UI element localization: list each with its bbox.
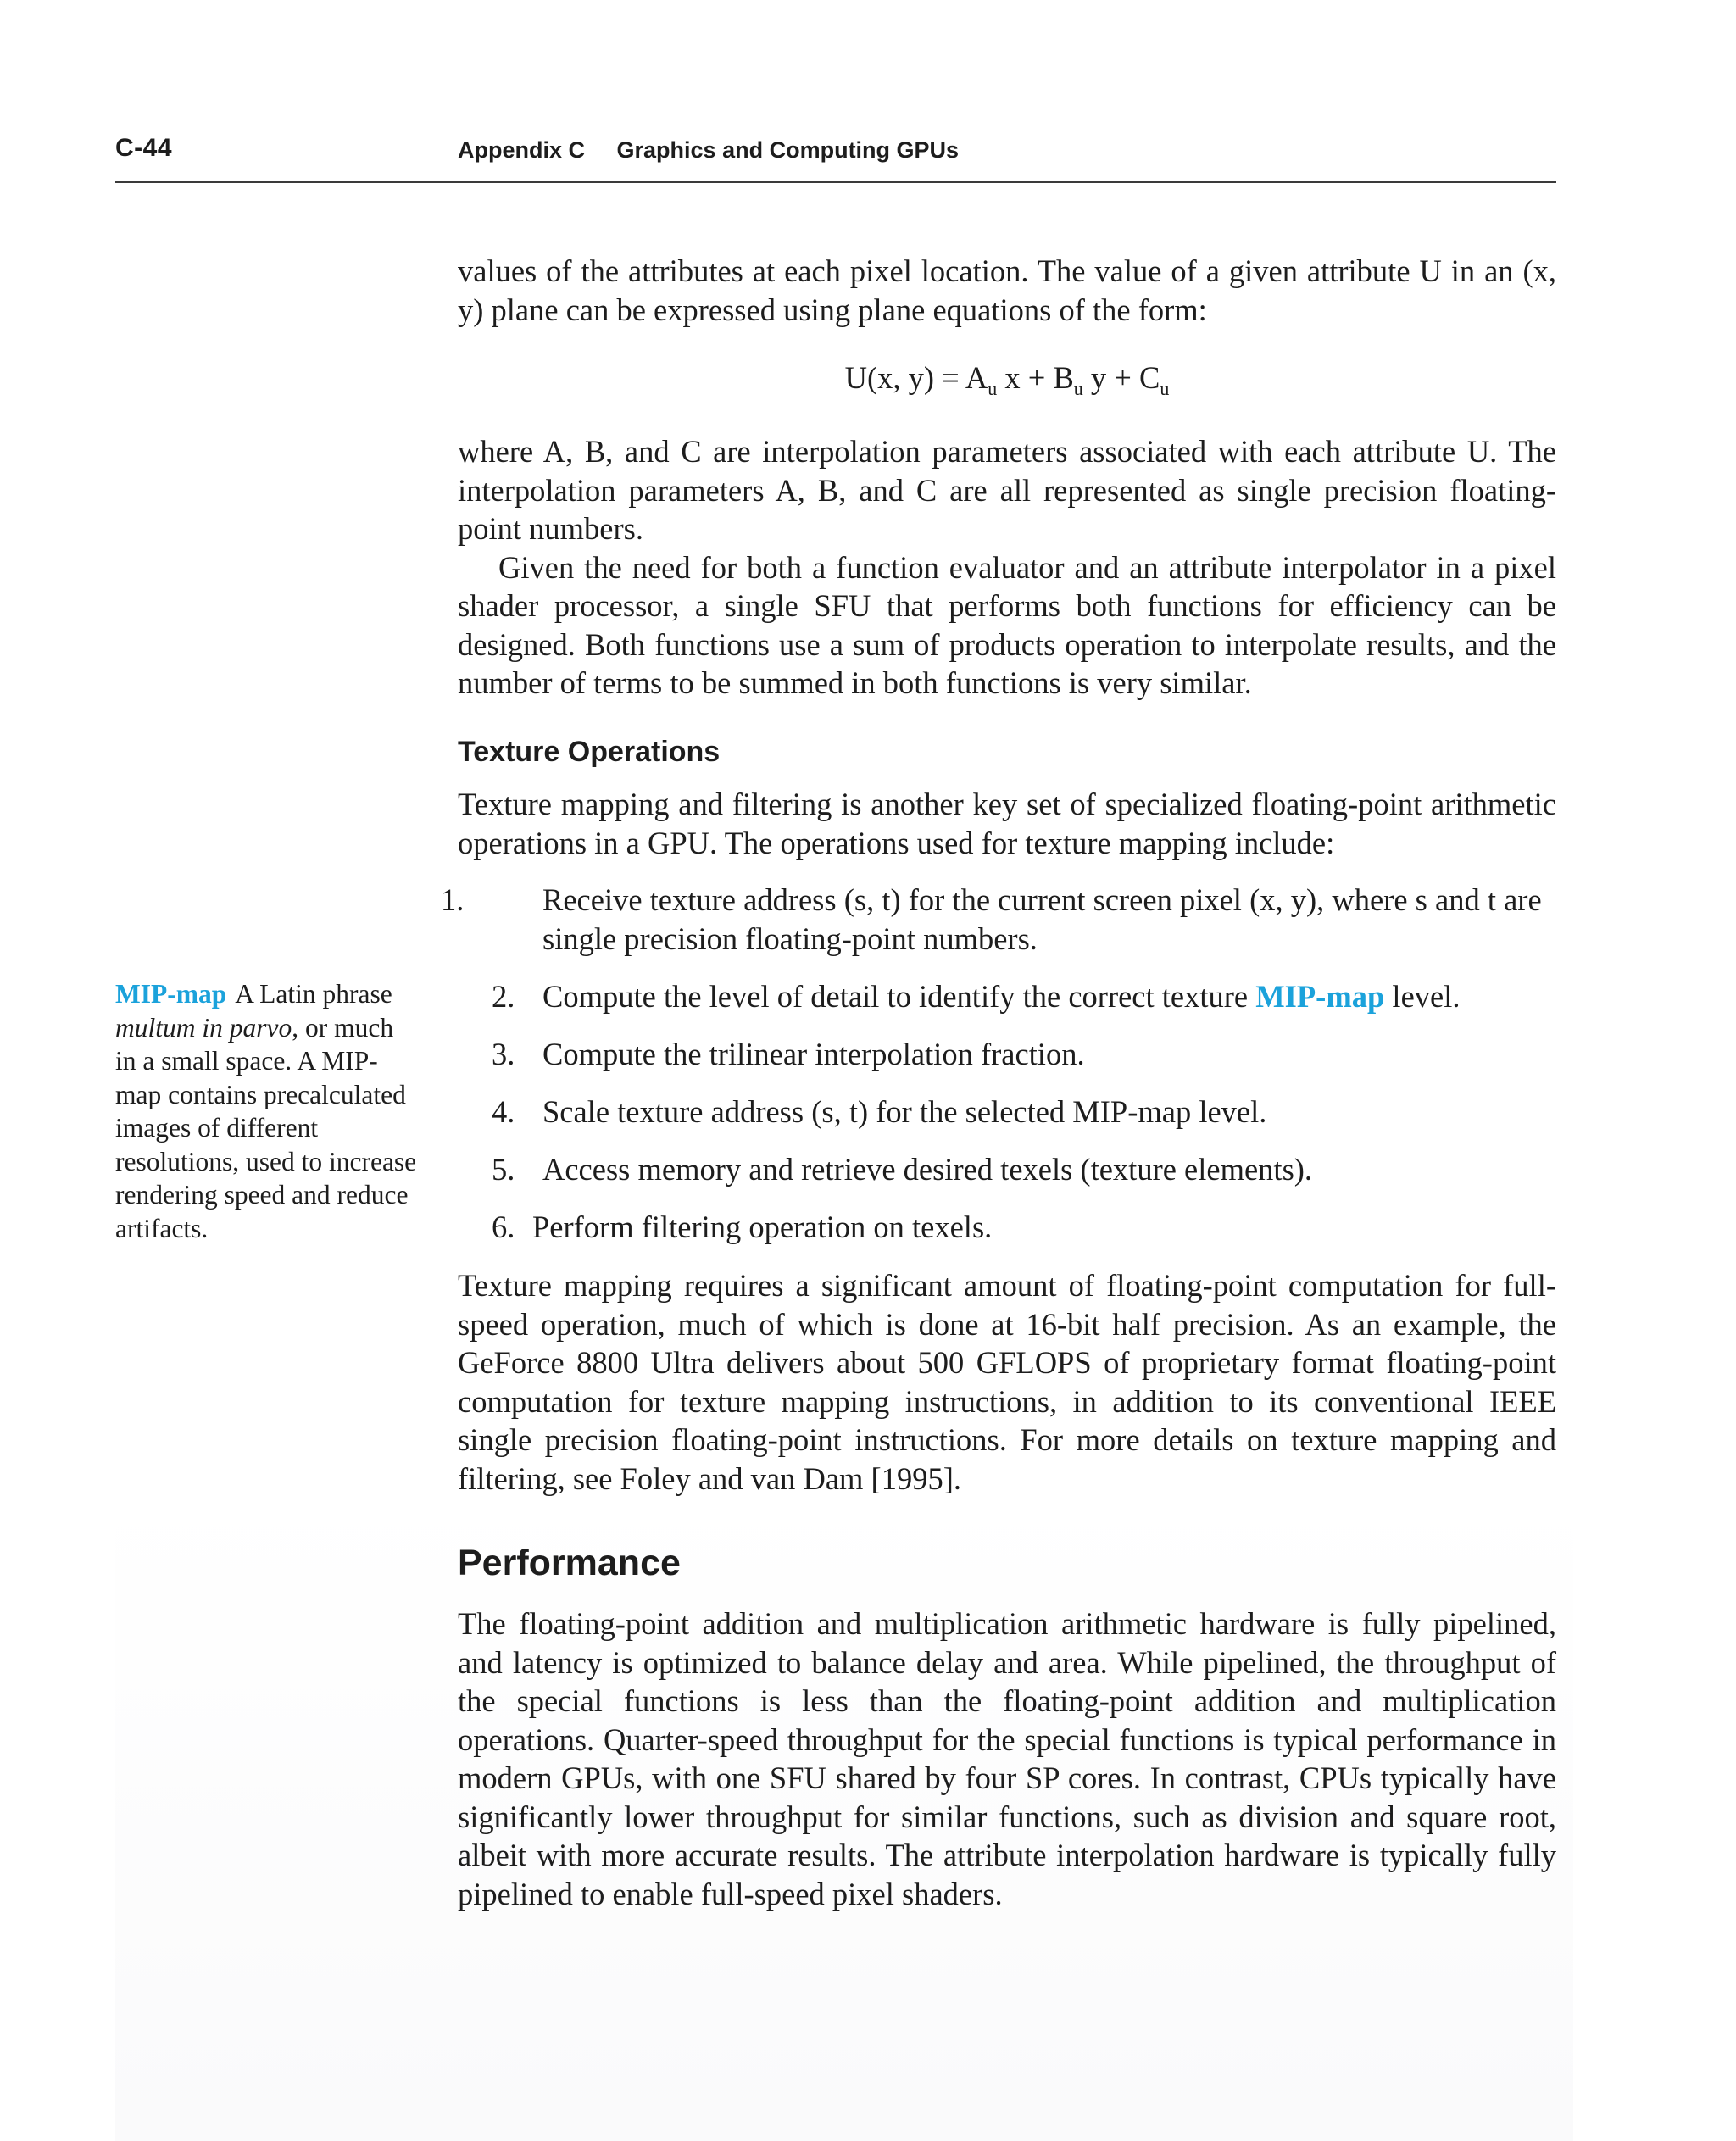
- list-item: 4. Scale texture address (s, t) for the selected MIP-map level.: [492, 1094, 1267, 1129]
- list-item: 2. Compute the level of detail to identify the correct texture MIP-map level.: [492, 979, 1461, 1014]
- list-item: 1. Receive texture address (s, t) for the current screen pixel (x, y), where s and t are single precision floating-point numbers.: [441, 882, 1542, 956]
- intro-paragraph-1: values of the attributes at each pixel location. The value of a given attribute U in an (x, y) plane can be expressed using plane equations of the form:: [458, 253, 1556, 327]
- margin-glossary-note: MIP-map A Latin phrase multum in parvo, or much in a small space. A MIP-map contains precalculated images of different resolutions, used to increase rendering speed and reduce artifacts.: [115, 979, 417, 1243]
- intro-paragraph-3: Given the need for both a function evaluator and an attribute interpolator in a pixel shader processor, a single SFU that performs both functions for efficiency can be designed. Both functions use a sum of products operation to interpolate results, and the number of terms to be summed in both functions is very similar.: [458, 549, 1556, 700]
- intro-paragraph-2: where A, B, and C are interpolation parameters associated with each attribute U. The interpolation parameters A, B, and C are all represented as single precision floating-point numbers.: [458, 434, 1556, 546]
- list-item: 6. Perform filtering operation on texels.: [492, 1210, 993, 1244]
- appendix-label: Appendix C: [458, 137, 586, 163]
- list-item: 5. Access memory and retrieve desired texels (texture elements).: [492, 1152, 1313, 1187]
- running-head: [458, 137, 959, 164]
- performance-heading: Performance: [458, 1543, 681, 1583]
- texture-operations-heading: Texture Operations: [458, 736, 721, 768]
- running-header: [115, 127, 1556, 183]
- texture-operations-intro: Texture mapping and filtering is another key set of specialized floating-point arithmetic operations in a GPU. The operations used for texture mapping include:: [458, 787, 1556, 860]
- texture-operations-closing: Texture mapping requires a significant amount of floating-point computation for full-speed operation, much of which is done at 16-bit half precision. As an example, the GeForce 8800 Ultra delivers about 500 GFLOPS of proprietary format floating-point computation for texture mapping instructions, in addition to its conventional IEEE single precision floating-point instructions. For more details on texture mapping and filtering, see Foley and van Dam [1995].: [458, 1268, 1556, 1496]
- margin-note-term: MIP-map: [115, 979, 227, 1009]
- chapter-title: Graphics and Computing GPUs: [616, 137, 960, 163]
- page-number: C-44: [115, 134, 173, 162]
- performance-paragraph: The floating-point addition and multiplication arithmetic hardware is fully pipelined, and latency is optimized to balance delay and area. While pipelined, the throughput of the special functions is less than the floating-point addition and multiplication operations. Quarter-speed throughput for the special functions is typical performance in modern GPUs, with one SFU shared by four SP cores. In contrast, CPUs typically have significantly lower throughput for similar functions, such as division and square root, albeit with more accurate results. The attribute interpolation hardware is typically fully pipelined to enable full-speed pixel shaders.: [458, 1606, 1556, 1911]
- mip-map-term-link[interactable]: MIP-map: [1255, 979, 1385, 1014]
- plane-equation: U(x, $y) = A_u$ $x + B_u$ $y + C_u$: [844, 360, 1170, 399]
- list-item: 3. Compute the trilinear interpolation fraction.: [492, 1037, 1085, 1071]
- intro-body: [458, 432, 1556, 703]
